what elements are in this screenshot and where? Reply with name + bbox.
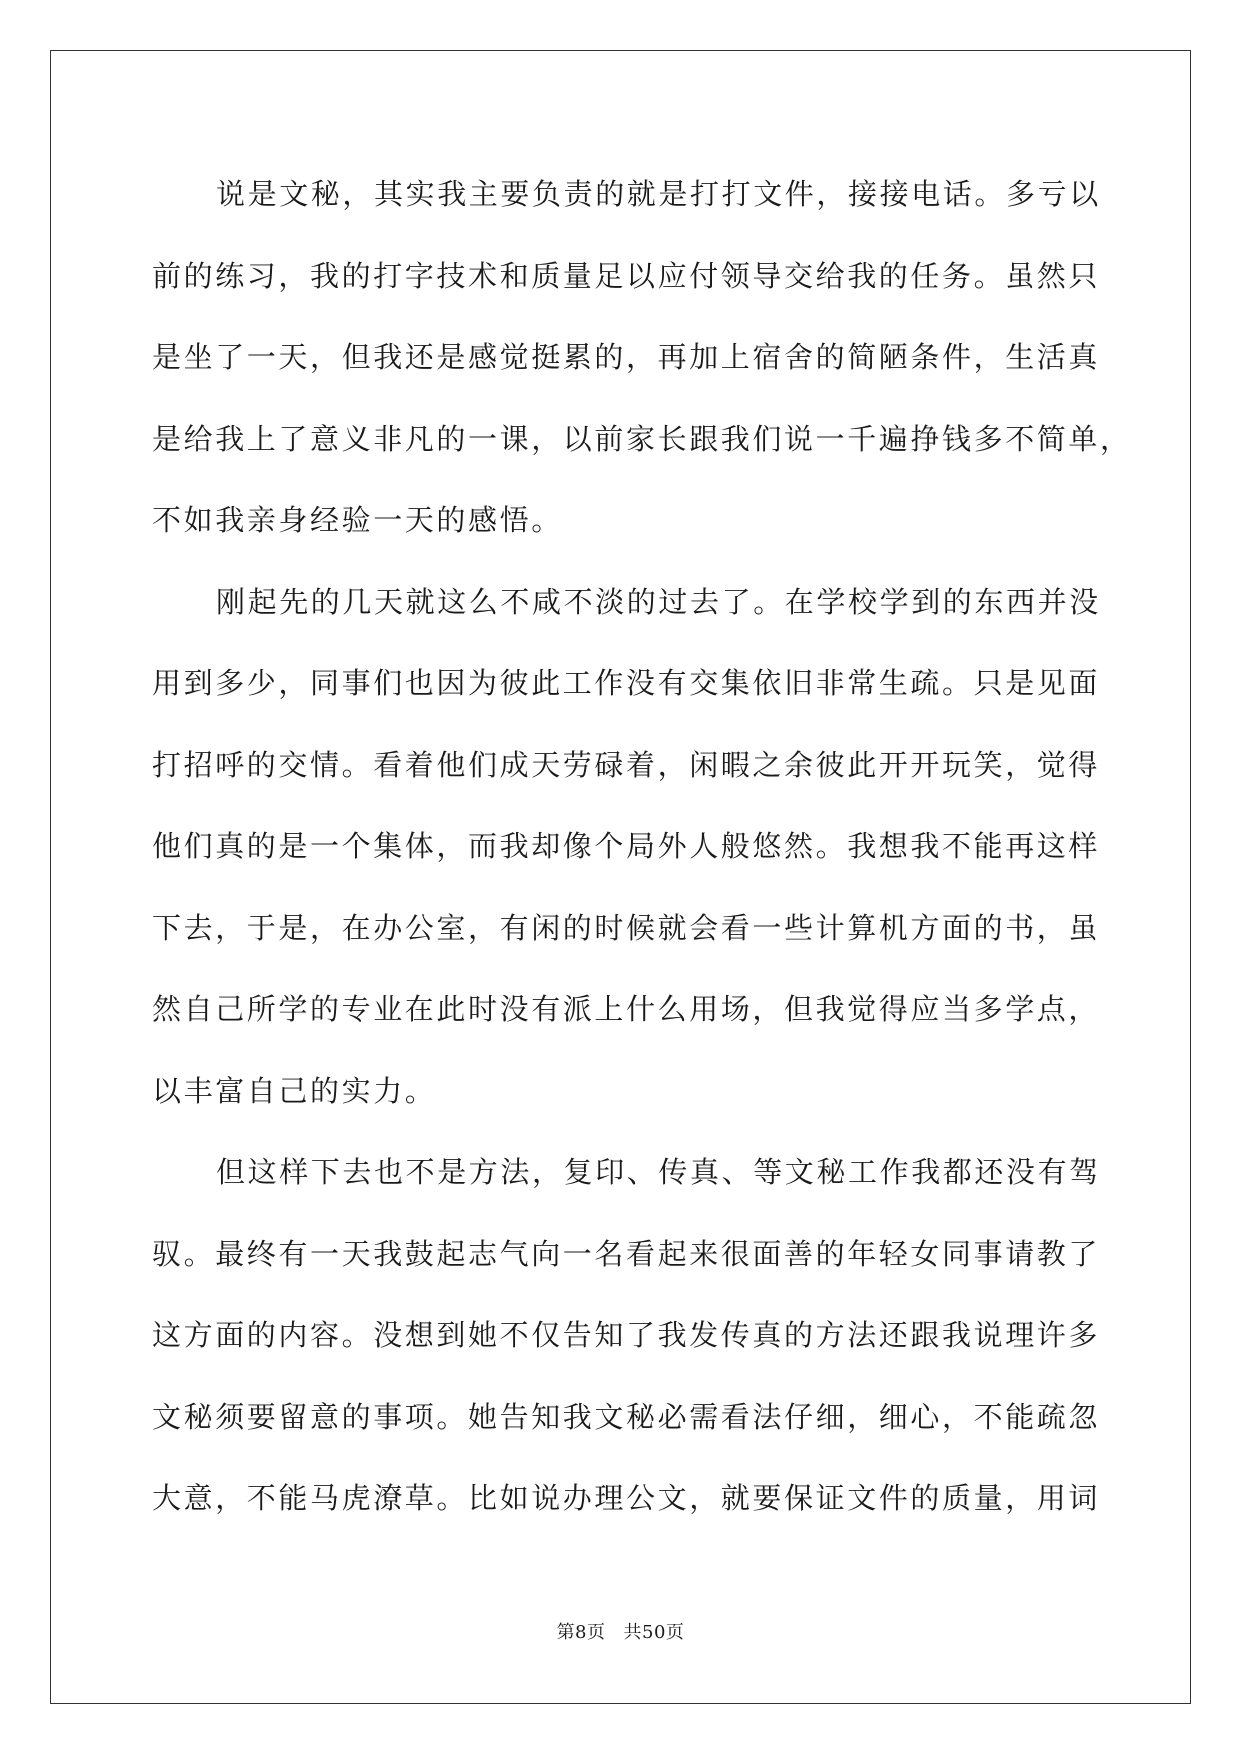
text-line: 文秘须要留意的事项。她告知我文秘必需看法仔细，细心，不能疏忽: [152, 1399, 1101, 1434]
text-line: 然自己所学的专业在此时没有派上什么用场，但我觉得应当多学点，: [152, 992, 1101, 1026]
text-line: 用到多少，同事们也因为彼此工作没有交集依旧非常生疏。只是见面: [152, 666, 1101, 700]
text-line: 是坐了一天，但我还是感觉挺累的，再加上宿舍的简陋条件，生活真: [152, 340, 1101, 374]
text-line: 是给我上了意义非凡的一课，以前家长跟我们说一千遍挣钱多不简单，: [152, 421, 1132, 456]
text-line: 刚起先的几天就这么不咸不淡的过去了。在学校学到的东西并没: [216, 584, 1101, 619]
text-line: 以丰富自己的实力。: [152, 1073, 437, 1108]
text-line: 说是文秘，其实我主要负责的就是打打文件，接接电话。多亏以: [216, 177, 1101, 211]
text-line: 前的练习，我的打字技术和质量足以应付领导交给我的任务。虽然只: [152, 258, 1101, 293]
current-page-label: 第8页: [556, 1622, 606, 1643]
text-line: 驭。最终有一天我鼓起志气向一名看起来很面善的年轻女同事请教了: [152, 1236, 1101, 1271]
text-line: 打招呼的交情。看着他们成天劳碌着，闲暇之余彼此开开玩笑，觉得: [152, 747, 1101, 782]
text-line: 但这样下去也不是方法，复印、传真、等文秘工作我都还没有驾: [216, 1155, 1101, 1189]
text-line: 他们真的是一个集体，而我却像个局外人般悠然。我想我不能再这样: [152, 829, 1101, 863]
document-body: [152, 154, 1132, 1540]
paragraph: [152, 562, 1101, 1133]
paragraph: [152, 154, 1132, 562]
total-pages-label: 共50页: [623, 1622, 685, 1643]
paragraph: [152, 1132, 1101, 1540]
text-line: 不如我亲身经验一天的感悟。: [152, 503, 563, 537]
page-footer: [0, 1618, 1241, 1644]
text-line: 这方面的内容。没想到她不仅告知了我发传真的方法还跟我说理许多: [152, 1318, 1101, 1352]
text-line: 下去，于是，在办公室，有闲的时候就会看一些计算机方面的书，虽: [152, 910, 1101, 945]
text-line: 大意，不能马虎潦草。比如说办理公文，就要保证文件的质量，用词: [152, 1481, 1101, 1515]
